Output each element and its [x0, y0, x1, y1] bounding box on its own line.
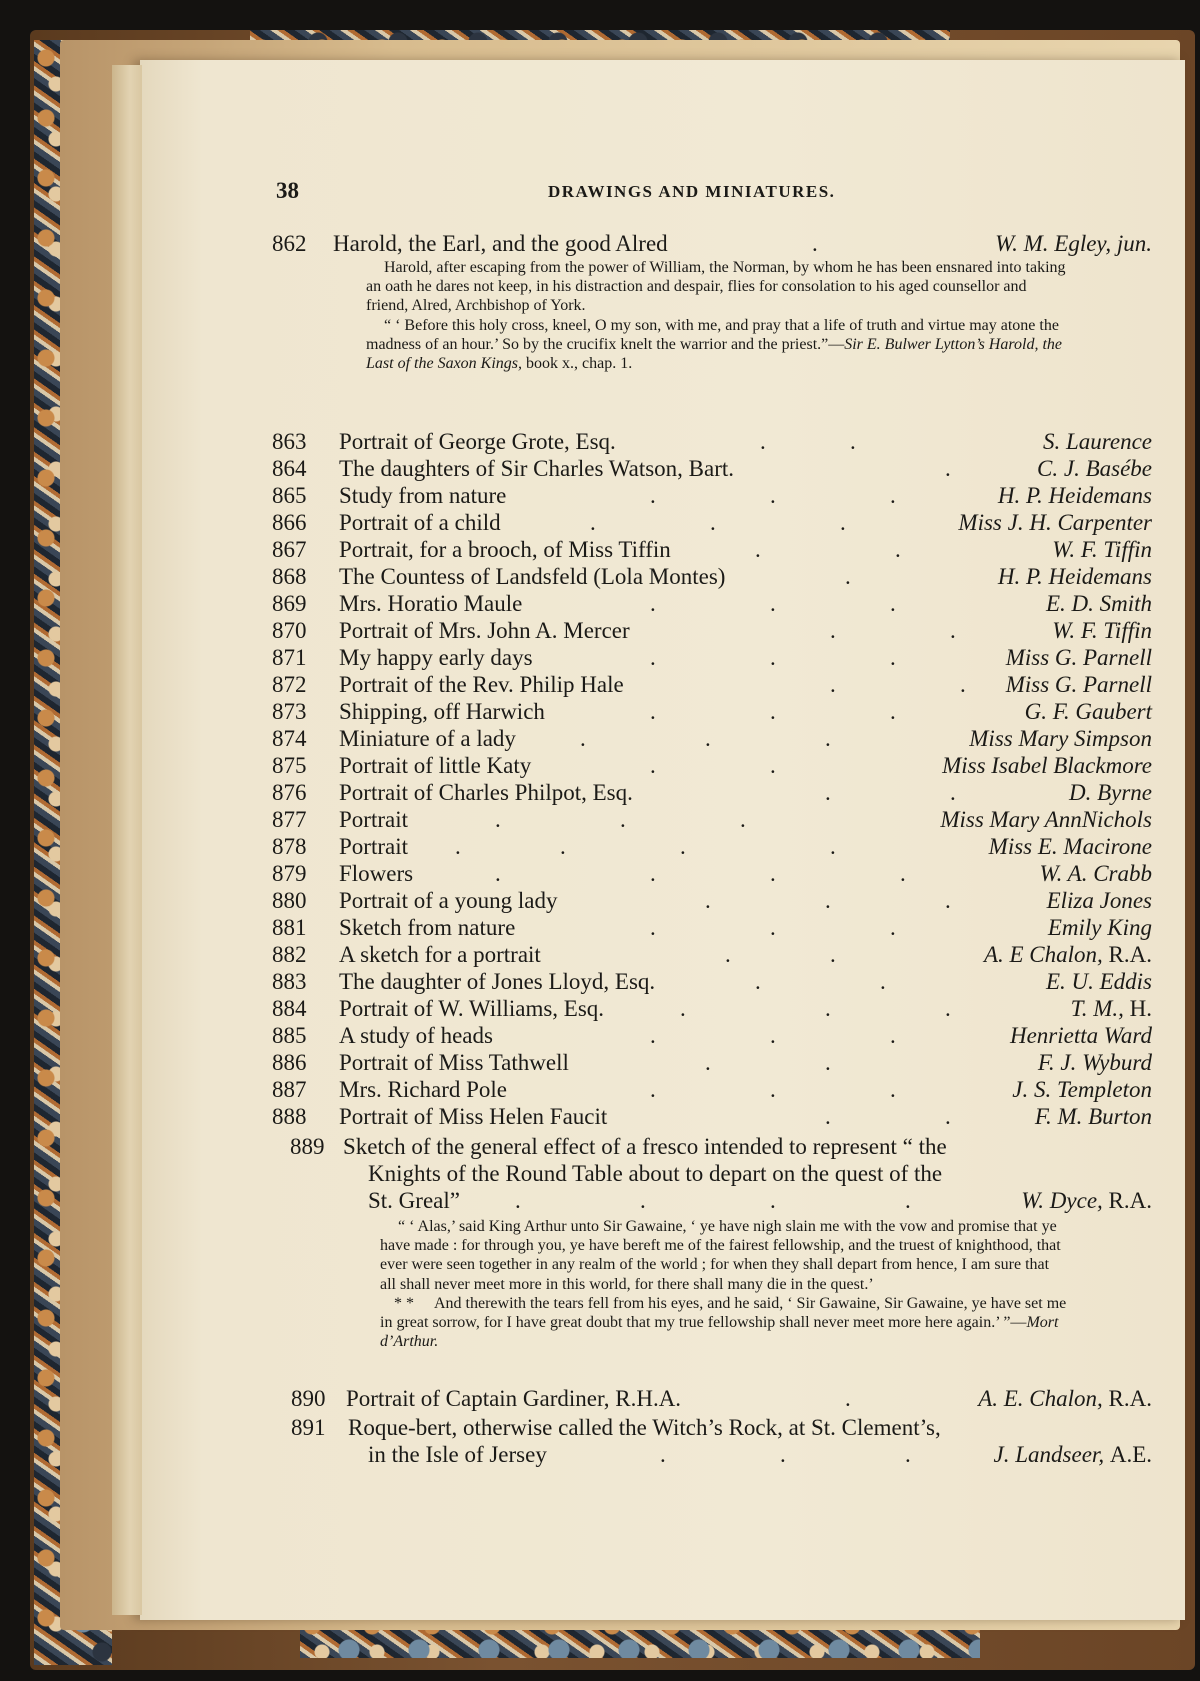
entry-number: 888 — [272, 1104, 307, 1129]
entry-number: 864 — [272, 456, 307, 481]
entry-title-continued: St. Greal” — [368, 1188, 460, 1213]
leader-dot: . — [950, 780, 956, 805]
note-quote — [366, 316, 1066, 374]
leader-dot: . — [650, 1077, 656, 1102]
leader-dot: . — [890, 645, 896, 670]
leader-dot: . — [705, 1050, 711, 1075]
entry-number: 891 — [291, 1415, 326, 1440]
leader-dot: . — [770, 699, 776, 724]
leader-dot: . — [830, 942, 836, 967]
entry-artist: W. A. Crabb — [1039, 861, 1152, 886]
entry-artist: A. E Chalon, R.A. — [983, 942, 1152, 967]
entry-artist: W. M. Egley, jun. — [995, 231, 1152, 256]
leader-dot: . — [710, 510, 716, 535]
leader-dot: . — [650, 591, 656, 616]
leader-dot: . — [770, 1023, 776, 1048]
entry-number: 866 — [272, 510, 307, 535]
entry-title: A sketch for a portrait — [339, 942, 541, 967]
page-header — [0, 178, 1200, 208]
entry-number: 885 — [272, 1023, 307, 1048]
leader-dot: . — [960, 672, 966, 697]
leader-dot: . — [760, 429, 766, 454]
entry-number: 874 — [272, 726, 307, 751]
entry-title: Portrait — [339, 834, 408, 859]
leader-dot: . — [845, 564, 851, 589]
leader-dot: . — [580, 726, 586, 751]
leader-dot: . — [840, 510, 846, 535]
leader-dot: . — [830, 618, 836, 643]
leader-dot: . — [660, 1442, 666, 1467]
leader-dot: . — [740, 807, 746, 832]
entry-number: 873 — [272, 699, 307, 724]
entry-artist: Henrietta Ward — [1009, 1023, 1152, 1048]
leader-dot: . — [845, 1386, 851, 1411]
entry-artist: H. P. Heidemans — [997, 564, 1152, 589]
leader-dot: . — [770, 1077, 776, 1102]
quote-ref: book x., chap. 1. — [522, 355, 633, 373]
entry-artist: Miss Mary Simpson — [969, 726, 1152, 751]
page-gutter — [112, 65, 142, 1615]
entry-title: The Countess of Landsfeld (Lola Montes) — [339, 564, 726, 589]
entry-title: Portrait — [339, 807, 408, 832]
note-paragraph: Harold, after escaping from the power of William, the Norman, by whom he has been ensnared into taking an oath he dares not keep, in his distraction and despair, flies for consolation to his aged counsellor and friend, Alred, Archbishop of York. — [366, 259, 1066, 315]
leader-dot: . — [770, 753, 776, 778]
entry-title: Shipping, off Harwich — [339, 699, 545, 724]
entry-number: 879 — [272, 861, 307, 886]
leader-dot: . — [890, 483, 896, 508]
leader-dot: . — [890, 699, 896, 724]
entry-title: Harold, the Earl, and the good Alred — [333, 231, 668, 256]
entry-artist: W. Dyce, R.A. — [1021, 1188, 1152, 1213]
entry-artist: H. P. Heidemans — [997, 483, 1152, 508]
entry-title: A study of heads — [339, 1023, 493, 1048]
entry-number: 878 — [272, 834, 307, 859]
leader-dot: . — [755, 537, 761, 562]
entry-title: Sketch from nature — [339, 915, 516, 940]
entry-title: Miniature of a lady — [339, 726, 516, 751]
entry-number: 884 — [272, 996, 307, 1021]
entry-number: 889 — [290, 1134, 325, 1159]
entry-title: Portrait of Charles Philpot, Esq. — [339, 780, 633, 805]
entry-title: Portrait of Captain Gardiner, R.H.A. — [346, 1386, 682, 1411]
leader-dot: . — [900, 861, 906, 886]
entry-number: 863 — [272, 429, 307, 454]
leader-dot: . — [890, 591, 896, 616]
leader-dot: . — [650, 861, 656, 886]
leader-dot: . — [945, 456, 951, 481]
leader-dot: . — [950, 618, 956, 643]
entry-number: 870 — [272, 618, 307, 643]
entry-title: Mrs. Richard Pole — [339, 1077, 508, 1102]
leader-dot: . — [455, 834, 461, 859]
note-quote: “ ‘ Alas,’ said King Arthur unto Sir Gawaine, ‘ ye have nigh slain me with the vow and promise that ye have made : for through you, ye have bereft me of the fairest fellowship, and the truest of knighthood, that ever were seen together in any realm of the world ; for when they shall depart from hence, I am sure that all shall never meet more in this world, for there shall many die in the quest.’ — [380, 1218, 1061, 1293]
leader-dot: . — [705, 888, 711, 913]
leader-dot: . — [650, 645, 656, 670]
leader-dot: . — [780, 1442, 786, 1467]
leader-dot: . — [770, 1188, 776, 1213]
leader-dot: . — [905, 1188, 911, 1213]
leader-dot: . — [495, 861, 501, 886]
leader-dot: . — [680, 996, 686, 1021]
leader-dot: . — [830, 834, 836, 859]
leader-dot: . — [705, 726, 711, 751]
entry-title-continued: in the Isle of Jersey — [368, 1442, 547, 1467]
leader-dot: . — [650, 753, 656, 778]
entry-title: Portrait of Mrs. John A. Mercer — [339, 618, 630, 643]
leader-dot: . — [770, 915, 776, 940]
entry-number: 890 — [291, 1386, 326, 1411]
entry-artist: Emily King — [1047, 915, 1152, 940]
entry-title: The daughter of Jones Lloyd, Esq. — [339, 969, 656, 994]
leader-dot: . — [620, 807, 626, 832]
entry-artist: Miss Isabel Blackmore — [942, 753, 1152, 778]
ellipsis-stars: * * — [394, 1294, 414, 1312]
entry-number: 867 — [272, 537, 307, 562]
entry-title: Portrait of the Rev. Philip Hale — [339, 672, 624, 697]
entry-number: 876 — [272, 780, 307, 805]
entry-number: 871 — [272, 645, 307, 670]
entry-title: Mrs. Horatio Maule — [339, 591, 523, 616]
entry-artist: A. E. Chalon, R.A. — [978, 1386, 1152, 1411]
entry-number: 880 — [272, 888, 307, 913]
entry-title: Portrait of Miss Helen Faucit — [339, 1104, 608, 1129]
entry-title: The daughters of Sir Charles Watson, Bart. — [339, 456, 735, 481]
entry-title: Sketch of the general effect of a fresco intended to represent “ the — [343, 1134, 947, 1159]
entry-artist: J. Landseer, A.E. — [993, 1442, 1152, 1467]
entry-artist: C. J. Basébe — [1037, 456, 1152, 481]
entry-title: Portrait, for a brooch, of Miss Tiffin — [339, 537, 671, 562]
entry-title-continued: Knights of the Round Table about to depart on the quest of the — [368, 1161, 943, 1186]
leader-dot: . — [770, 591, 776, 616]
leader-dot: . — [890, 1023, 896, 1048]
leader-dot: . — [495, 807, 501, 832]
entry-number: 872 — [272, 672, 307, 697]
leader-dot: . — [830, 672, 836, 697]
leader-dot: . — [590, 510, 596, 535]
entry-artist: Miss E. Macirone — [988, 834, 1152, 859]
entry-number: 869 — [272, 591, 307, 616]
note-quote-continued — [380, 1294, 1068, 1352]
entry-title: My happy early days — [339, 645, 533, 670]
entry-title: Study from nature — [339, 483, 507, 508]
entry-artist: Miss G. Parnell — [1005, 672, 1152, 697]
leader-dot: . — [725, 942, 731, 967]
entry-number: 886 — [272, 1050, 307, 1075]
entry-number: 881 — [272, 915, 307, 940]
leader-dot: . — [825, 996, 831, 1021]
leader-dot: . — [890, 1077, 896, 1102]
leader-dot: . — [560, 834, 566, 859]
entry-artist: W. F. Tiffin — [1052, 618, 1152, 643]
entry-artist: G. F. Gaubert — [1024, 699, 1152, 724]
entry-number: 883 — [272, 969, 307, 994]
entry-number: 868 — [272, 564, 307, 589]
entry-number: 865 — [272, 483, 307, 508]
entry-note — [366, 258, 1066, 373]
running-head: DRAWINGS AND MINIATURES. — [548, 182, 836, 201]
leader-dot: . — [650, 483, 656, 508]
leader-dot: . — [880, 969, 886, 994]
quote-text: And therewith the tears fell from his eyes, and he said, ‘ Sir Gawaine, Sir Gawaine, ye have set me in great sorrow, for I have great doubt that my true fellowship shall never meet more here again.’ ”— — [380, 1294, 1067, 1332]
entry-artist: S. Laurence — [1042, 429, 1152, 454]
page-number: 38 — [276, 178, 299, 203]
quote-source: Sir E. Bulwer Lytton’s Harold, the Last of the Saxon Kings, — [366, 335, 1062, 373]
entry-artist: E. U. Eddis — [1045, 969, 1152, 994]
entry-number: 882 — [272, 942, 307, 967]
entry-title: Portrait of W. Williams, Esq. — [339, 996, 605, 1021]
entry-title: Portrait of Miss Tathwell — [339, 1050, 569, 1075]
leader-dot: . — [650, 699, 656, 724]
entry-artist: W. F. Tiffin — [1052, 537, 1152, 562]
leader-dot: . — [905, 1442, 911, 1467]
entry-title: Portrait of George Grote, Esq. — [339, 429, 616, 454]
leader-dot: . — [770, 483, 776, 508]
entry-artist: J. S. Templeton — [1012, 1077, 1152, 1102]
leader-dot: . — [650, 915, 656, 940]
leader-dot: . — [945, 1104, 951, 1129]
leader-dot: . — [825, 1050, 831, 1075]
entry-number: 862 — [272, 231, 307, 256]
entry-number: 875 — [272, 753, 307, 778]
leader-dot: . — [770, 645, 776, 670]
entry-title: Portrait of a child — [339, 510, 501, 535]
leader-dot: . — [825, 780, 831, 805]
quote-source: Mort d’Arthur. — [380, 1314, 1059, 1351]
leader-dot: . — [755, 969, 761, 994]
entry-artist: Miss Mary AnnNichols — [940, 807, 1152, 832]
leader-dot: . — [890, 915, 896, 940]
entry-artist: T. M., H. — [1070, 996, 1152, 1021]
entry-artist: Eliza Jones — [1046, 888, 1152, 913]
leader-dot: . — [825, 726, 831, 751]
entry-title: Flowers — [339, 861, 414, 886]
entry-artist: D. Byrne — [1068, 780, 1152, 805]
leader-dot: . — [812, 231, 818, 256]
entry-number: 877 — [272, 807, 307, 832]
entry-note — [380, 1217, 1068, 1351]
leader-dot: . — [640, 1188, 646, 1213]
quote-text: “ ‘ Before this holy cross, kneel, O my son, with me, and pray that a life of truth and virtue may atone the madness of an hour.’ So by the crucifix knelt the warrior and the priest.”— — [366, 316, 1059, 353]
entry-title: Portrait of little Katy — [339, 753, 532, 778]
leader-dot: . — [515, 1188, 521, 1213]
entry-title: Roque-bert, otherwise called the Witch’s Rock, at St. Clement’s, — [348, 1415, 941, 1440]
leader-dot: . — [650, 1023, 656, 1048]
entry-artist: F. M. Burton — [1034, 1104, 1152, 1129]
leader-dot: . — [825, 888, 831, 913]
leader-dot: . — [895, 537, 901, 562]
leader-dot: . — [770, 861, 776, 886]
entry-number: 887 — [272, 1077, 307, 1102]
leader-dot: . — [850, 429, 856, 454]
leader-dot: . — [945, 996, 951, 1021]
leader-dot: . — [945, 888, 951, 913]
leader-dot: . — [680, 834, 686, 859]
entry-title: Portrait of a young lady — [339, 888, 558, 913]
leader-dot: . — [825, 1104, 831, 1129]
entry-artist: Miss G. Parnell — [1005, 645, 1152, 670]
entry-artist: Miss J. H. Carpenter — [958, 510, 1152, 535]
entry-artist: E. D. Smith — [1045, 591, 1152, 616]
entry-artist: F. J. Wyburd — [1037, 1050, 1152, 1075]
